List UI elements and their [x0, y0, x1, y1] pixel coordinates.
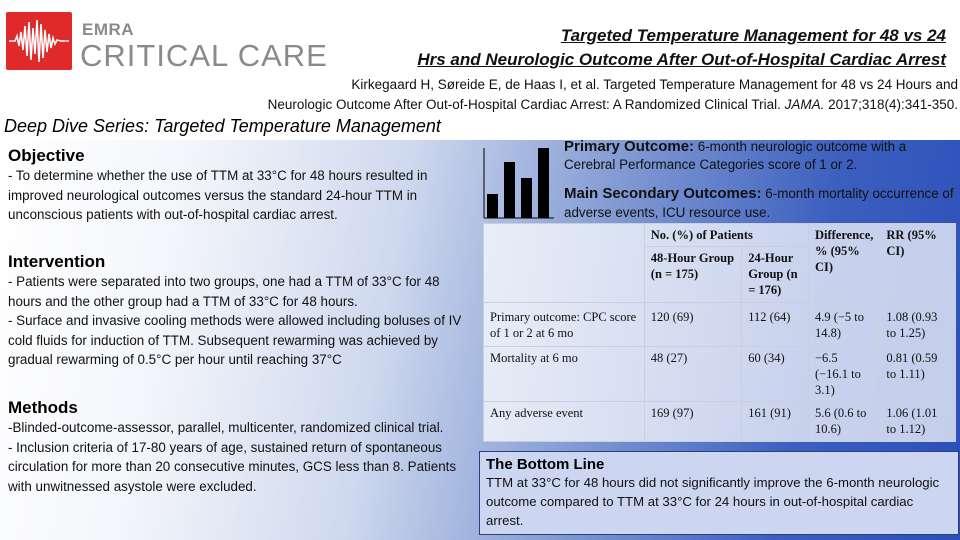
- methods-text-2: - Inclusion criteria of 17-80 years of age, sustained return of spontaneous circulation for more than 20 consecutive minutes, GCS less than 8. Patients with unwitnessed asystole were excluded.: [8, 439, 457, 494]
- objective-section: [8, 146, 470, 225]
- bottom-line-box: [479, 451, 959, 535]
- table-header-24h: 24-Hour Group (n = 176): [742, 247, 809, 303]
- table-cell-48h: 120 (69): [644, 303, 741, 347]
- intervention-section: [8, 252, 470, 370]
- intervention-heading: Intervention: [8, 252, 106, 271]
- primary-outcome-text: 6-month neurologic outcome with a Cerebral Performance Categories score of 1 or 2.: [564, 139, 907, 172]
- title-line-2: Hrs and Neurologic Outcome After Out-of-Hospital Cardiac Arrest: [417, 50, 946, 69]
- table-row: [484, 402, 956, 442]
- table-header-row-1: [484, 224, 956, 247]
- citation-text: Neurologic Outcome After Out-of-Hospital Cardiac Arrest: A Randomized Clinical Trial.: [267, 97, 785, 112]
- bar-chart-icon: [480, 146, 556, 222]
- header: [0, 0, 960, 116]
- logo-subtitle: CRITICAL CARE: [80, 38, 328, 73]
- table-cell-label: Primary outcome: CPC score of 1 or 2 at 6 mo: [484, 303, 645, 347]
- table-cell-difference: 5.6 (0.6 to 10.6): [808, 402, 879, 442]
- intervention-text-1: - Patients were separated into two groups, one had a TTM of 33°C for 48 hours and the other group had a TTM of 33°C for 48 hours.: [8, 274, 440, 309]
- secondary-outcomes-text: 6-month mortality occurrence of adverse events, ICU resource use.: [564, 186, 954, 220]
- objective-text: - To determine whether the use of TTM at 33°C for 48 hours resulted in improved neurological outcomes versus the standard 24-hour TTM in unconscious patients with out-of-hospital cardiac arrest.: [8, 168, 428, 222]
- heartbeat-waveform-icon: [6, 12, 72, 70]
- citation-volume: 2017;318(4):341-350.: [824, 97, 958, 112]
- table-cell-rr: 1.08 (0.93 to 1.25): [880, 303, 956, 347]
- table-cell-rr: 0.81 (0.59 to 1.11): [880, 347, 956, 402]
- secondary-outcomes: [564, 184, 954, 222]
- table-cell-48h: 169 (97): [644, 402, 741, 442]
- secondary-outcomes-label: Main Secondary Outcomes:: [564, 185, 762, 202]
- intervention-text-2: - Surface and invasive cooling methods were allowed including boluses of IV cold fluids for induction of TTM. Subsequent rewarming was achieved by gradual rewarming of 0.5°C per hour until reaching 37°C: [8, 313, 462, 367]
- table-corner-cell: [484, 224, 645, 303]
- results-table: [483, 223, 956, 442]
- table-cell-rr: 1.06 (1.01 to 1.12): [880, 402, 956, 442]
- citation-line-1: Kirkegaard H, Søreide E, de Haas I, et al. Targeted Temperature Management for 48 vs 24 Hours and: [351, 77, 958, 92]
- table-cell-24h: 112 (64): [742, 303, 809, 347]
- methods-section: [8, 398, 470, 496]
- table-group-header: No. (%) of Patients: [644, 224, 808, 247]
- methods-heading: Methods: [8, 398, 78, 417]
- table-row: [484, 303, 956, 347]
- citation-journal: JAMA.: [784, 97, 825, 112]
- objective-heading: Objective: [8, 146, 85, 165]
- primary-outcome-label: Primary Outcome:: [564, 138, 695, 155]
- table-header-48h: 48-Hour Group (n = 175): [644, 247, 741, 303]
- bottom-line-text: TTM at 33°C for 48 hours did not significantly improve the 6-month neurologic outcome compared to TTM at 33°C for 24 hours in out-of-hospital cardiac arrest.: [486, 475, 940, 528]
- primary-outcome: [564, 138, 954, 174]
- table-header-difference: Difference, % (95% CI): [808, 224, 879, 303]
- table-row: [484, 347, 956, 402]
- logo-org: EMRA: [82, 20, 135, 39]
- methods-text-1: -Blinded-outcome-assessor, parallel, multicenter, randomized clinical trial.: [8, 420, 444, 435]
- table-cell-24h: 60 (34): [742, 347, 809, 402]
- table-cell-48h: 48 (27): [644, 347, 741, 402]
- series-title: Deep Dive Series: Targeted Temperature Management: [4, 116, 441, 136]
- title-line-1: Targeted Temperature Management for 48 vs 24: [560, 26, 946, 45]
- table-cell-difference: 4.9 (−5 to 14.8): [808, 303, 879, 347]
- citation-line-2: [268, 97, 958, 112]
- table-cell-label: Mortality at 6 mo: [484, 347, 645, 402]
- table-cell-label: Any adverse event: [484, 402, 645, 442]
- bottom-line-heading: The Bottom Line: [486, 456, 605, 473]
- table-cell-difference: −6.5 (−16.1 to 3.1): [808, 347, 879, 402]
- table-cell-24h: 161 (91): [742, 402, 809, 442]
- table-header-rr: RR (95% CI): [880, 224, 956, 303]
